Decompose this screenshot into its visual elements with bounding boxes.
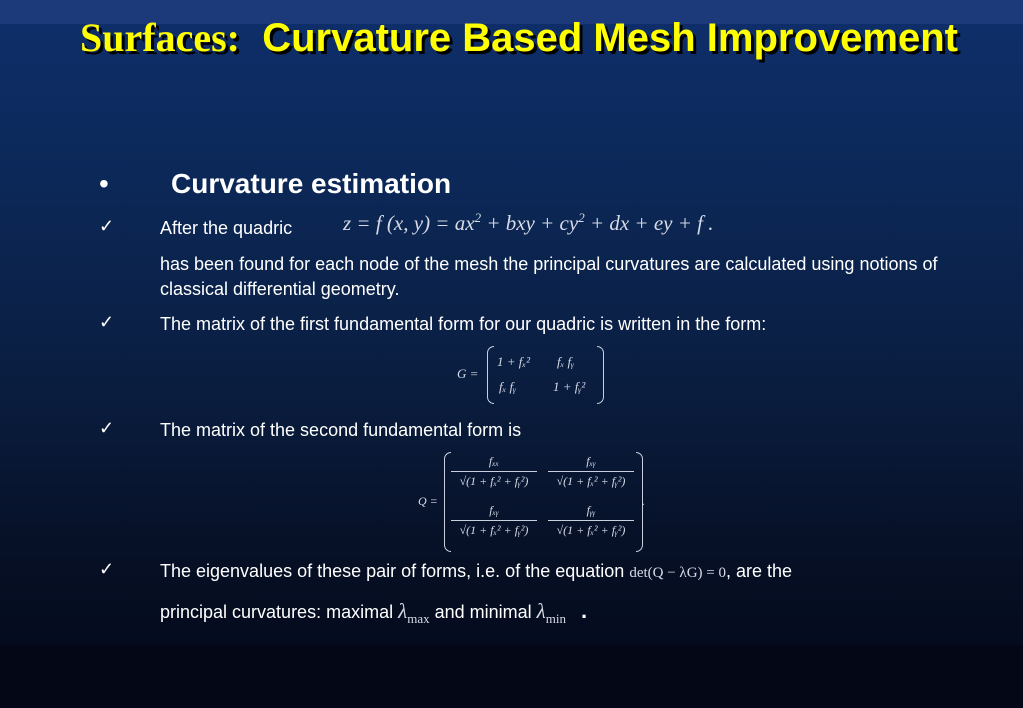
checkmark-icon: ✓ — [99, 559, 115, 579]
quadric-intro-text: After the quadric — [160, 218, 293, 238]
section-heading: Curvature estimation — [171, 168, 452, 199]
final-period: . — [581, 598, 588, 623]
matrix-g-cell: fₓ fᵧ — [557, 354, 575, 369]
title-part1: Surfaces: — [80, 15, 240, 60]
slide-title — [80, 10, 980, 66]
checkmark-icon: ✓ — [99, 312, 115, 332]
eigen-text-a: The eigenvalues of these pair of forms, i.e. of the equation — [160, 561, 625, 581]
quadric-equation: z = f (x, $y) = ax^2$ + bxy + $cy^2$ + dx + ey + f . — [343, 210, 714, 235]
quadric-continuation-text: has been found for each node of the mesh the principal curvatures are calculated using notions of classical differential geometry. — [160, 254, 938, 299]
lambda-min: $\lambda_{min}$ — [536, 599, 567, 627]
eigen-text-c: principal curvatures: maximal — [160, 602, 394, 622]
second-form-text: The matrix of the second fundamental form is — [160, 420, 522, 440]
eigen-text-d: and minimal — [434, 602, 532, 622]
lambda-max: $\lambda_{max}$ — [398, 599, 430, 627]
matrix-q-period: . — [642, 494, 645, 508]
eigen-text-line2 — [160, 598, 587, 631]
bottom-band — [0, 645, 1023, 708]
left-bracket — [444, 452, 451, 552]
matrix-g-cell: fₓ fᵧ — [499, 379, 517, 394]
matrix-g — [457, 346, 607, 404]
matrix-q-cell: fᵧᵧ √(1 + fₓ² + fᵧ²) — [548, 503, 634, 538]
matrix-q-cell: fₓᵧ √(1 + fₓ² + fᵧ²) — [548, 454, 634, 489]
right-bracket — [597, 346, 604, 404]
matrix-q-label: Q = — [418, 494, 438, 508]
left-bracket — [487, 346, 494, 404]
checkmark-icon: ✓ — [99, 418, 115, 438]
eigen-equation: det(Q − λG) = 0 — [629, 565, 726, 581]
matrix-g-cell: 1 + fᵧ² — [553, 379, 586, 394]
matrix-q-cell: fₓᵧ √(1 + fₓ² + fᵧ²) — [451, 503, 537, 538]
eigen-text-b: , are the — [726, 561, 793, 581]
title-part2: Curvature Based Mesh Improvement — [262, 16, 958, 60]
matrix-g-cell: 1 + fₓ² — [497, 354, 530, 369]
first-form-text: The matrix of the first fundamental form for our quadric is written in the form: — [160, 314, 767, 334]
eigen-text-line1 — [160, 559, 1000, 586]
matrix-g-label: G = — [457, 366, 479, 381]
bullet-icon: • — [99, 168, 109, 199]
matrix-q-cell: fₓₓ √(1 + fₓ² + fᵧ²) — [451, 454, 537, 489]
checkmark-icon: ✓ — [99, 216, 115, 236]
matrix-q — [418, 452, 648, 552]
